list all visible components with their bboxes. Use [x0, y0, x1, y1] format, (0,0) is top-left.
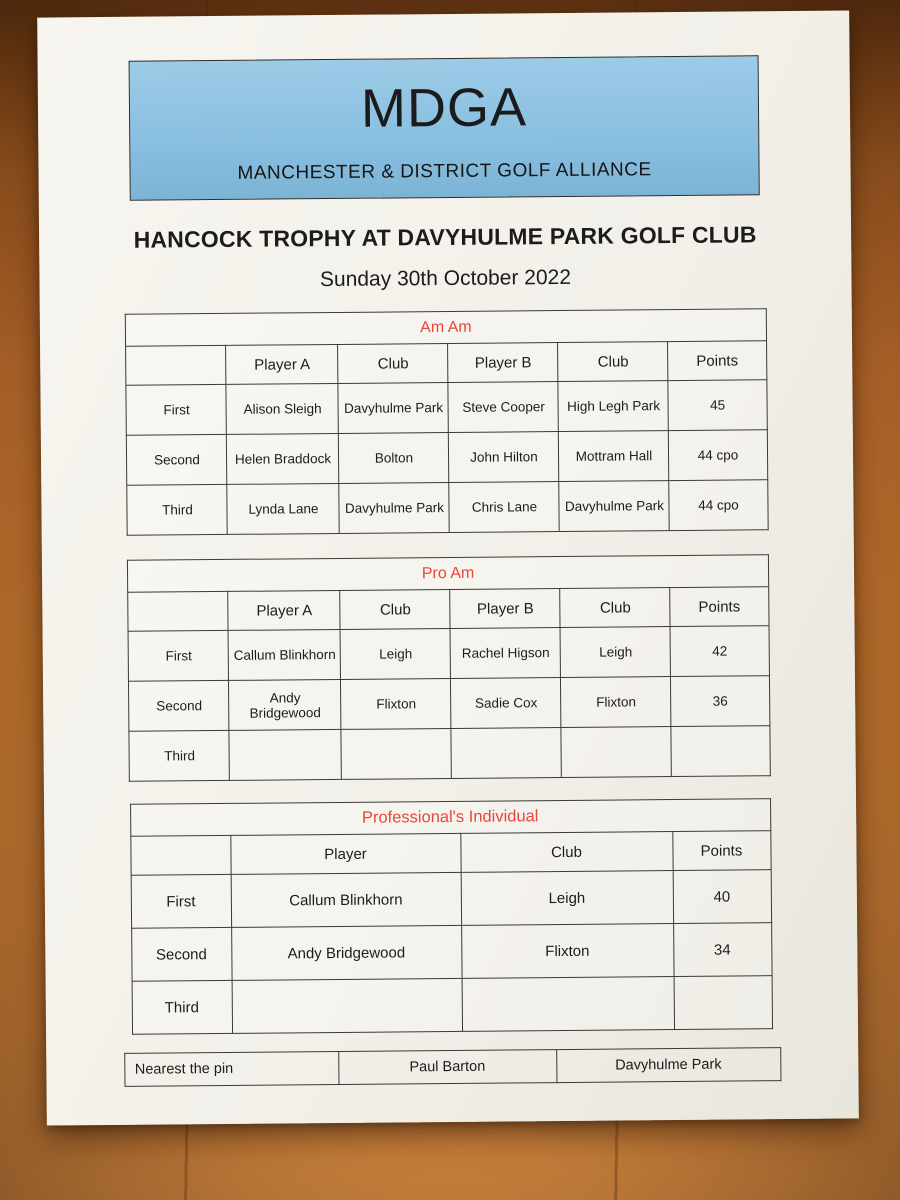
table-row: [124, 1048, 780, 1087]
table-title: Am Am: [126, 309, 766, 347]
player-a-cell: Helen Braddock: [227, 433, 339, 484]
table-row: [126, 380, 766, 436]
club-b-cell: Leigh: [561, 627, 671, 678]
club-a-cell: Davyhulme Park: [338, 382, 448, 433]
position-cell: Second: [129, 680, 229, 731]
club-cell: Flixton: [461, 924, 673, 979]
points-cell: 44 cpo: [669, 480, 767, 531]
org-abbrev: MDGA: [360, 77, 528, 139]
player-b-cell: Sadie Cox: [451, 678, 561, 729]
points-cell: 45: [668, 380, 766, 431]
table-title: Professional's Individual: [130, 799, 770, 837]
player-a-cell: Andy Bridgewood: [229, 679, 341, 730]
player-b-header: Player B: [448, 343, 558, 383]
position-cell: First: [129, 630, 229, 681]
points-cell: 34: [673, 923, 771, 977]
table-row: [129, 676, 769, 732]
position-cell: Third: [129, 730, 229, 781]
org-name: MANCHESTER & DISTRICT GOLF ALLIANCE: [237, 159, 652, 184]
club-a-cell: Bolton: [339, 432, 449, 483]
table-header-row: [126, 341, 766, 386]
club-b-cell: Flixton: [561, 677, 671, 728]
player-b-cell: Rachel Higson: [451, 628, 561, 679]
org-banner: [129, 55, 760, 200]
club-b-header: Club: [560, 588, 670, 628]
points-cell: 40: [673, 870, 771, 924]
position-cell: First: [131, 874, 231, 928]
club-a-header: Club: [340, 589, 450, 629]
player-a-cell: Lynda Lane: [227, 483, 339, 534]
player-b-cell: [451, 728, 561, 779]
player-a-cell: Callum Blinkhorn: [229, 629, 341, 680]
position-cell: Second: [127, 434, 227, 485]
am-am-table: [125, 308, 768, 536]
position-cell: Third: [132, 980, 232, 1034]
table-row: [131, 923, 771, 982]
player-b-cell: Chris Lane: [449, 482, 559, 533]
points-cell: 36: [671, 676, 769, 727]
table-row: [127, 430, 767, 486]
table-row: [129, 726, 769, 782]
club-a-cell: [341, 728, 451, 779]
player-b-cell: Steve Cooper: [448, 382, 558, 433]
club-b-header: Club: [558, 342, 668, 382]
player-cell: [232, 978, 462, 1033]
event-date: Sunday 30th October 2022: [319, 265, 572, 292]
player-a-cell: [229, 729, 341, 780]
table-row: [127, 480, 767, 536]
club-cell: Leigh: [461, 871, 673, 926]
club-a-cell: Flixton: [341, 678, 451, 729]
points-header: Points: [670, 587, 768, 627]
club-b-cell: Mottram Hall: [559, 431, 669, 482]
points-cell: 42: [671, 626, 769, 677]
nearest-the-pin-label: Nearest the pin: [124, 1051, 338, 1086]
points-header: Points: [668, 341, 766, 381]
table-title: Pro Am: [128, 555, 768, 593]
table-header-row: [128, 587, 768, 632]
position-header: [130, 835, 230, 875]
player-b-cell: John Hilton: [449, 432, 559, 483]
results-sheet: [37, 10, 859, 1125]
position-header: [126, 345, 226, 385]
nearest-the-pin-winner: Paul Barton: [338, 1050, 556, 1085]
player-a-cell: Alison Sleigh: [226, 383, 338, 434]
player-cell: Callum Blinkhorn: [231, 872, 461, 927]
player-cell: Andy Bridgewood: [231, 925, 461, 980]
position-header: [128, 591, 228, 631]
club-header: Club: [460, 832, 672, 873]
points-cell: 44 cpo: [669, 430, 767, 481]
club-cell: [462, 977, 674, 1032]
position-cell: Third: [127, 484, 227, 535]
position-cell: First: [126, 384, 226, 435]
club-b-cell: High Legh Park: [558, 381, 668, 432]
club-b-cell: Davyhulme Park: [559, 481, 669, 532]
club-a-cell: Davyhulme Park: [339, 482, 449, 533]
position-cell: Second: [131, 927, 231, 981]
professionals-individual-table: [130, 798, 773, 1035]
event-title: HANCOCK TROPHY AT DAVYHULME PARK GOLF CLUB: [133, 221, 757, 253]
player-a-header: Player A: [226, 344, 338, 384]
club-b-cell: [561, 727, 671, 778]
points-cell: [674, 976, 772, 1030]
player-b-header: Player B: [450, 589, 560, 629]
pro-am-table: [127, 554, 770, 782]
table-row: [129, 626, 769, 682]
player-header: Player: [230, 833, 460, 874]
table-row: [132, 976, 772, 1035]
nearest-the-pin-table: [124, 1047, 781, 1087]
points-cell: [671, 726, 769, 777]
table-header-row: [130, 831, 770, 876]
player-a-header: Player A: [228, 590, 340, 630]
table-row: [131, 870, 771, 929]
points-header: Points: [672, 831, 770, 871]
club-a-cell: Leigh: [341, 628, 451, 679]
club-a-header: Club: [338, 343, 448, 383]
nearest-the-pin-club: Davyhulme Park: [556, 1048, 780, 1083]
